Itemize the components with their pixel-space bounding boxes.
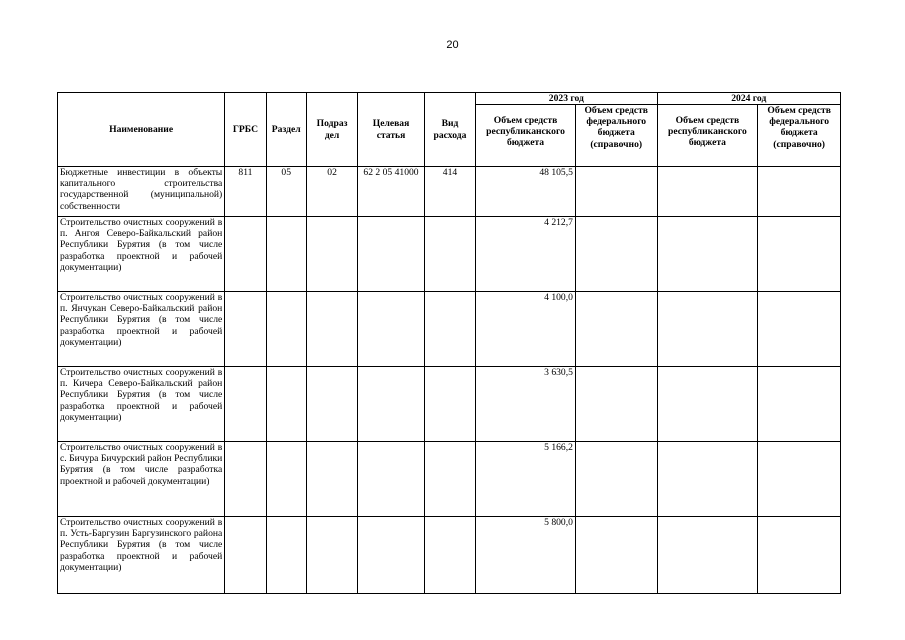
header-fed-budget-2023: Объем средств федерального бюджета (справочно) [575, 105, 657, 167]
row-target [358, 442, 425, 517]
table-body [58, 167, 841, 594]
row-rep-2024 [657, 517, 758, 594]
row-name: Строительство очистных сооружений в п. Усть-Баргузин Баргузинского района Республики Бурятия (в том числе разработка проектной и рабочей документации) [58, 517, 225, 594]
row-podrazdel [306, 442, 357, 517]
row-rep-2024 [657, 367, 758, 442]
row-fed-2023 [575, 167, 657, 217]
row-podrazdel [306, 517, 357, 594]
row-rep-2024 [657, 292, 758, 367]
row-podrazdel: 02 [306, 167, 357, 217]
row-fed-2024 [758, 217, 841, 292]
row-rep-2023: 5 800,0 [476, 517, 576, 594]
header-year-2023: 2023 год [476, 93, 657, 105]
page-number: 20 [446, 39, 459, 51]
row-podrazdel [306, 367, 357, 442]
row-fed-2024 [758, 367, 841, 442]
row-vid: 414 [424, 167, 475, 217]
row-fed-2024 [758, 517, 841, 594]
row-razdel [266, 292, 306, 367]
row-rep-2024 [657, 217, 758, 292]
row-rep-2024 [657, 167, 758, 217]
budget-table [57, 92, 841, 594]
table-row [58, 167, 841, 217]
row-target [358, 292, 425, 367]
row-grbs: 811 [225, 167, 266, 217]
row-fed-2023 [575, 217, 657, 292]
table-row [58, 367, 841, 442]
table-header [58, 93, 841, 167]
row-grbs [225, 517, 266, 594]
row-target [358, 217, 425, 292]
row-vid [424, 217, 475, 292]
row-razdel [266, 442, 306, 517]
row-podrazdel [306, 217, 357, 292]
row-rep-2023: 4 100,0 [476, 292, 576, 367]
header-target: Целевая статья [358, 93, 425, 167]
row-grbs [225, 217, 266, 292]
table-row [58, 292, 841, 367]
row-grbs [225, 367, 266, 442]
row-fed-2023 [575, 517, 657, 594]
row-fed-2024 [758, 167, 841, 217]
header-razdel: Раздел [266, 93, 306, 167]
row-fed-2023 [575, 292, 657, 367]
row-fed-2023 [575, 442, 657, 517]
row-razdel: 05 [266, 167, 306, 217]
row-target: 62 2 05 41000 [358, 167, 425, 217]
header-year-2024: 2024 год [657, 93, 840, 105]
header-grbs: ГРБС [225, 93, 266, 167]
row-rep-2024 [657, 442, 758, 517]
table-row [58, 517, 841, 594]
row-vid [424, 292, 475, 367]
row-grbs [225, 292, 266, 367]
row-fed-2023 [575, 367, 657, 442]
header-podrazdel: Подраз дел [306, 93, 357, 167]
row-vid [424, 517, 475, 594]
row-name: Строительство очистных сооружений в п. Кичера Северо-Байкальский район Республики Бурятия (в том числе разработка проектной и рабочей документации) [58, 367, 225, 442]
row-rep-2023: 4 212,7 [476, 217, 576, 292]
row-name: Бюджетные инвестиции в объекты капитального строительства государственной (муниципальной) собственности [58, 167, 225, 217]
header-vid: Вид расхода [424, 93, 475, 167]
header-rep-budget-2023: Объем средств республиканского бюджета [476, 105, 576, 167]
row-name: Строительство очистных сооружений в п. Янчукан Северо-Байкальский район Республики Бурятия (в том числе разработка проектной и рабочей документации) [58, 292, 225, 367]
row-fed-2024 [758, 292, 841, 367]
row-grbs [225, 442, 266, 517]
row-razdel [266, 217, 306, 292]
row-target [358, 517, 425, 594]
row-razdel [266, 367, 306, 442]
header-name: Наименование [58, 93, 225, 167]
header-fed-budget-2024: Объем средств федерального бюджета (справочно) [758, 105, 841, 167]
row-razdel [266, 517, 306, 594]
row-rep-2023: 3 630,5 [476, 367, 576, 442]
row-vid [424, 442, 475, 517]
row-vid [424, 367, 475, 442]
row-name: Строительство очистных сооружений в с. Бичура Бичурский район Республики Бурятия (в том числе разработка проектной и рабочей документации) [58, 442, 225, 517]
table-row [58, 217, 841, 292]
row-podrazdel [306, 292, 357, 367]
row-rep-2023: 5 166,2 [476, 442, 576, 517]
row-target [358, 367, 425, 442]
header-rep-budget-2024: Объем средств республиканского бюджета [657, 105, 758, 167]
row-fed-2024 [758, 442, 841, 517]
table-row [58, 442, 841, 517]
row-rep-2023: 48 105,5 [476, 167, 576, 217]
row-name: Строительство очистных сооружений в п. Ангоя Северо-Байкальский район Республики Бурятия (в том числе разработка проектной и рабочей документации) [58, 217, 225, 292]
